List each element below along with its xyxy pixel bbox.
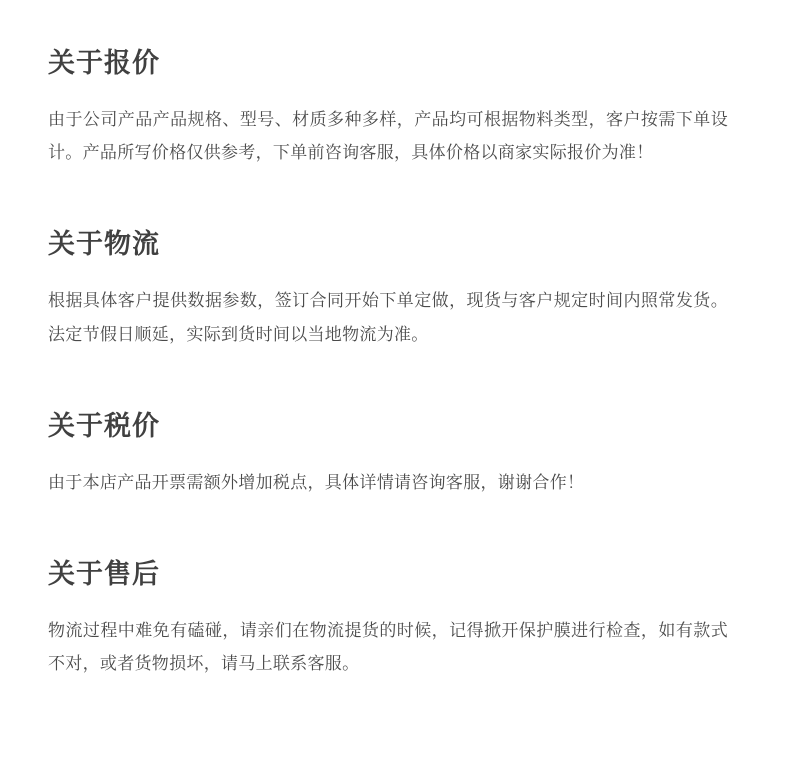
section-title: 关于售后 (48, 558, 160, 589)
section-body: 由于公司产品产品规格、型号、材质多种多样，产品均可根据物料类型，客户按需下单设计。产品所写价格仅供参考，下单前咨询客服，具体价格以商家实际报价为准！ (48, 110, 728, 163)
section-body: 由于本店产品开票需额外增加税点，具体详情请咨询客服，谢谢合作！ (48, 472, 585, 492)
section-body: 物流过程中难免有磕碰，请亲们在物流提货的时候，记得掀开保护膜进行检查，如有款式不对，或者货物损坏，请马上联系客服。 (48, 621, 728, 674)
section-quotation (48, 46, 742, 169)
section-title: 关于报价 (48, 48, 160, 78)
section-body: 根据具体客户提供数据参数，签订合同开始下单定做，现货与客户规定时间内照常发货。 法定节假日顺延，实际到货时间以当地物流为准。 (48, 291, 728, 344)
section-tax-price (48, 409, 742, 499)
section-after-sales (48, 557, 742, 680)
section-logistics (48, 227, 742, 350)
section-title: 关于物流 (48, 229, 160, 260)
section-title: 关于税价 (48, 410, 160, 441)
